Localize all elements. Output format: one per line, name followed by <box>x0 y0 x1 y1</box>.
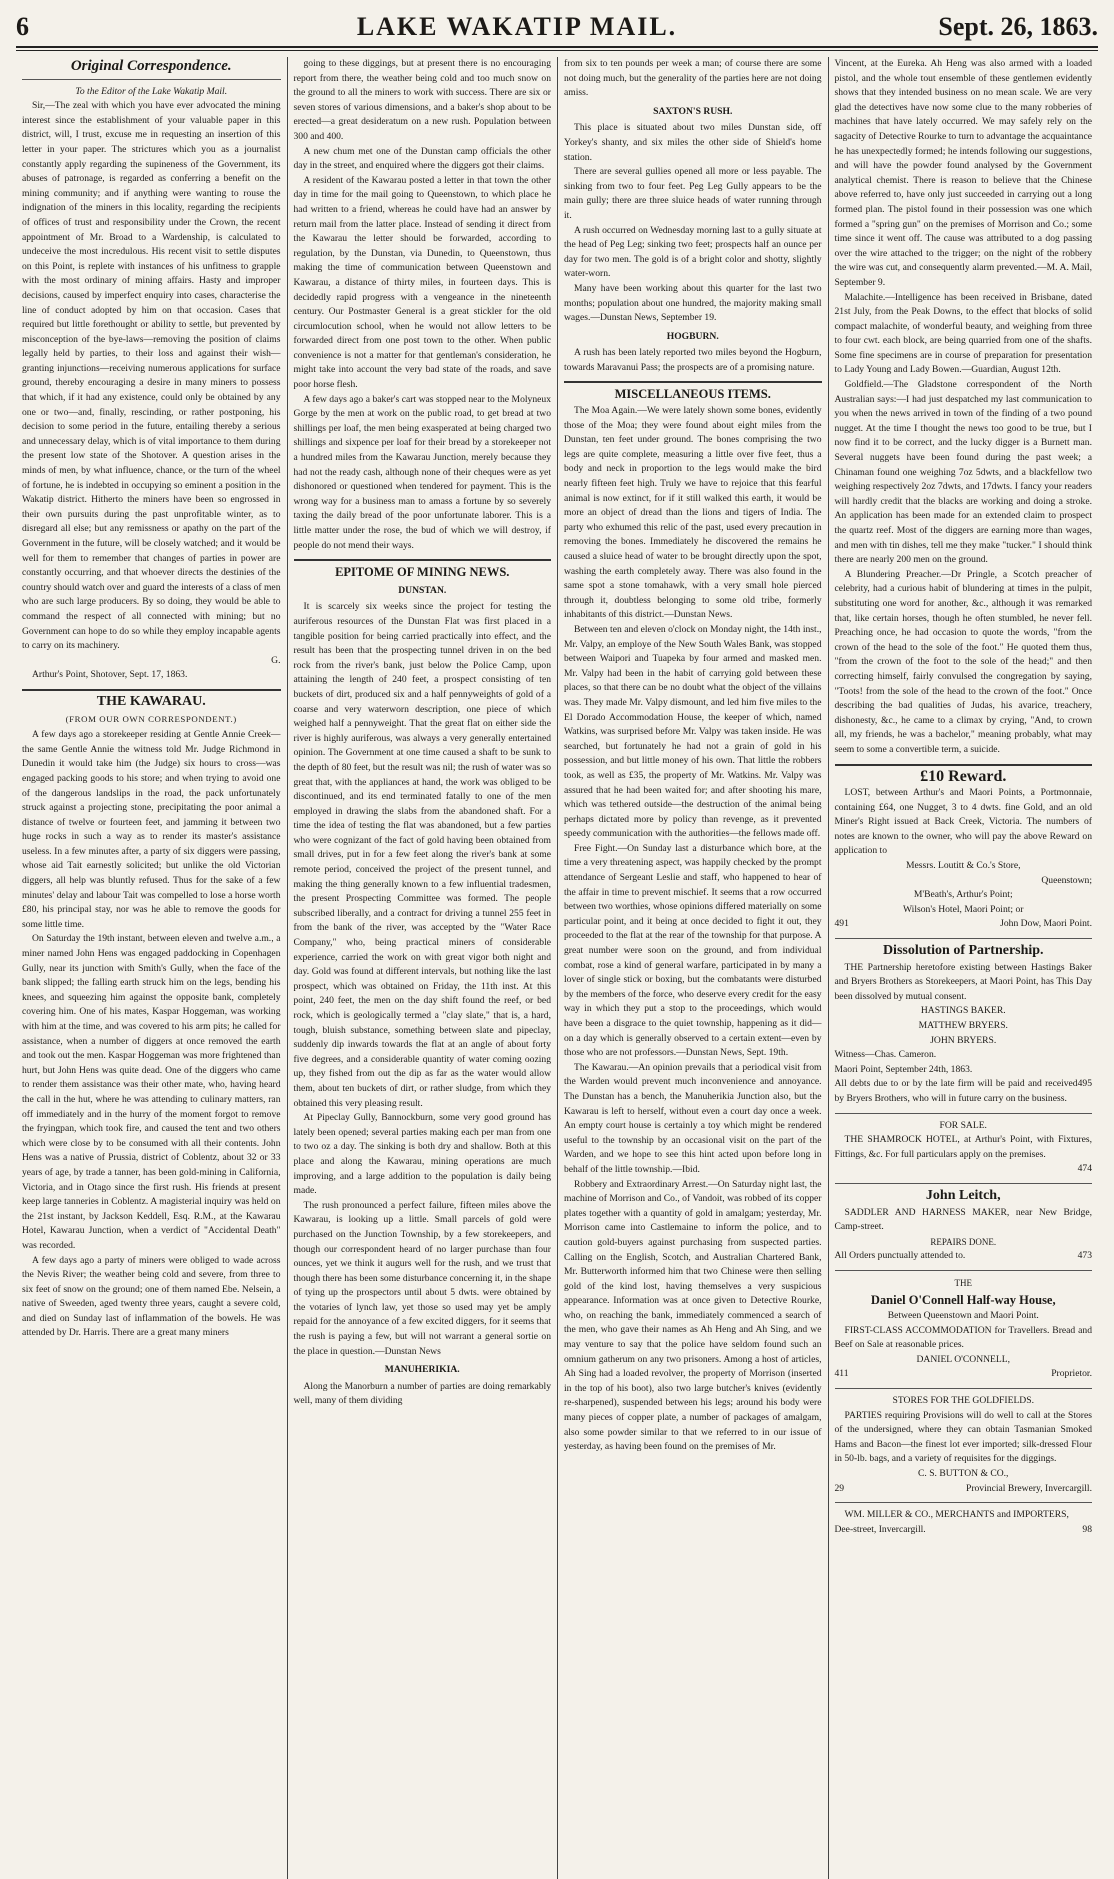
oconnell-title: Daniel O'Connell Half-way House, <box>870 1292 1056 1307</box>
letter-address: To the Editor of the Lake Wakatip Mail. <box>75 85 228 97</box>
ad-miller <box>835 1508 1093 1537</box>
dissolution-title: Dissolution of Partnership. <box>882 943 1044 959</box>
dissolution-note: All debts due to or by the late firm will be paid and received by Bryers Brothers, who will in future carry on the business. <box>834 1078 1078 1104</box>
page-number: 6 <box>16 12 29 41</box>
article-paragraph: At Pipeclay Gully, Bannockburn, some very good ground has lately been opened; several parties making each per man from one to two oz a day. The sinking is both dry and shallow. Both at this place and along the Kawarau, mining operations are much improving, and a large addition to the population is daily being made. <box>293 1112 551 1197</box>
manuherikia-heading: MANUHERIKIA. <box>384 1364 460 1376</box>
ad-stores <box>835 1394 1093 1496</box>
article-paragraph: The Kawarau.—An opinion prevails that a periodical visit from the Warden would prevent much inconvenience and annoyance. The Dunstan has a bench, the Manuherikia Junction also, but the Kawarau is left to herself, without even a court day once a week. An empty court house is certainly a toy which might be rendered useful to the township by an occasional visit on the part of the Warden, and we hope to see this hint acted upon before long in behalf of the little township.—Ibid. <box>564 1061 822 1175</box>
article-paragraph: A few days ago a party of miners were obliged to wade across the Nevis River; the weather being cold and severe, from three to six feet of snow on the ground; one of them named Ebe. Nelsein, a native of Sweeden, aged twenty three years, caught a severe cold, and died on Sunday last of inflammation of the bowels. He was attended by Dr. Harris. There are a great many miners <box>22 1254 281 1339</box>
reward-title: £10 Reward. <box>920 767 1007 785</box>
column-1 <box>16 57 287 1879</box>
oconnell-footer <box>835 1367 1093 1382</box>
divider <box>835 764 1093 766</box>
leitch-body: SADDLER AND HARNESS MAKER, near New Bridge, Camp-street. <box>834 1206 1092 1233</box>
article-paragraph: Vincent, at the Eureka. Ah Heng was also armed with a loaded pistol, and the whole tout ensemble of these gentlemen evidently shows that they intended business on no mean scale. We are very glad the detectives have now some clue to the many robberies of machines that have lately occurred. We may safely rely on the sagacity of Detective Rourke to turn to advantage the acquaintance he has unexpectedly formed; he intends following our suggestions, and will have the powder found analysed by the Government analytical chemist. There is reason to believe that the Chinese above referred to, have only just succeeded in carrying out a long formed plan. The pistol found in their possession was one which formed a "spring gun" on the premises of Morrison and Co.; some time since it went off. The cause was attributed to a dog passing over the wire attached to the trigger; on the night of the robbery the wire was cut, and consequently alarm prevented.—M. A. Mail, September 9. <box>834 58 1092 288</box>
masthead-rule <box>16 46 1098 48</box>
stores-name: C. S. BUTTON & CO., <box>918 1468 1009 1480</box>
letter-signature: G. <box>271 654 281 666</box>
partner-name: MATTHEW BRYERS. <box>918 1020 1008 1031</box>
article-paragraph: Many have been working about this quarter for the last two months; population about one hundred, the majority making small wages.—Dunstan News, September 19. <box>564 282 822 324</box>
column-2 <box>287 57 558 1879</box>
article-paragraph: Along the Manorburn a number of parties are doing remarkably well, many of them dividing <box>293 1380 551 1407</box>
reward-address: Queenstown; <box>1041 874 1092 886</box>
divider <box>835 1502 1093 1503</box>
leitch-footer <box>835 1249 1093 1264</box>
divider <box>835 1270 1093 1271</box>
article-paragraph: The Moa Again.—We were lately shown some bones, evidently those of the Moa; they were found about eight miles from the Dunstan, ten feet under ground. The bones comprising the two legs are quite complete, measuring a little over five feet, thus a body and neck in proportion to the legs would make the bird nearly fifteen feet high. Truly we have to rejoice that this fearful animal is now extinct, for if it still walked this earth, it would be more an object of dread than the lions and tigers of India. The party who exhumed this relic of the past, used every precaution in removing the bones. Immediately he discovered the remains he caused a sluice head of water to be brought directly upon the spot, washing the earth completely away. There was also found in the same spot a stone tomahawk, with a very small hole pierced through it, doubtless belonging to some old tribe, formerly inhabitants of this district.—Dunstan News. <box>564 405 822 621</box>
article-paragraph: A new chum met one of the Dunstan camp officials the other day in the street, and enquired where the diggers got their claims. <box>293 145 551 172</box>
columns <box>16 57 1098 1879</box>
article-paragraph: The rush pronounced a perfect failure, fifteen miles above the Kawarau, is looking up a little. Small parcels of gold were purchased on the Junction Township, by a few storekeepers, and though our correspondent heard of no larger purchase than four ounces, yet we think it augurs well for the rush, and we trust that though there has been some disturbance concerning it, in the shape of tying up the prospectors until about 5 dwts. were obtained by the votaries of lynch law, yet those so used may yet be amply repaid for the annoyance of a few excited diggers, for it seems that the rush is paying a few, but will not warrant a general sortie on the place in question.—Dunstan News <box>293 1199 551 1357</box>
ad-number: 491 <box>834 918 849 930</box>
ad-reward <box>834 767 1093 933</box>
divider <box>564 381 822 383</box>
miller-footer <box>835 1523 1093 1538</box>
dissolution-date: Maori Point, September 24th, 1863. <box>834 1063 973 1075</box>
dissolution-footer <box>835 1077 1093 1106</box>
epitome-heading: EPITOME OF MINING NEWS. <box>335 565 510 580</box>
reward-address: Wilson's Hotel, Maori Point; or <box>903 903 1024 915</box>
reward-address: M'Beath's, Arthur's Point; <box>913 889 1013 901</box>
ad-number: 98 <box>1082 1523 1092 1535</box>
sale-body: THE SHAMROCK HOTEL, at Arthur's Point, with Fixtures, Fittings, &c. For full particulars apply on the premises. <box>834 1134 1092 1160</box>
column-3 <box>557 57 828 1879</box>
ad-oconnell <box>835 1276 1093 1382</box>
oconnell-article: THE <box>954 1277 972 1288</box>
reward-body: LOST, between Arthur's and Maori Points, a Portmonnaie, containing £64, one Nugget, 3 to 4 dwts. fine Gold, and an old Miner's Right issued at Back Creek, Victoria. The numbers of notes are known to the owner, who will pay the above Reward on application to <box>834 787 1092 857</box>
divider <box>835 1113 1093 1114</box>
article-paragraph: On Saturday the 19th instant, between eleven and twelve a.m., a miner named John Hens was engaged paddocking in Copenhagen Gully, near its junction with Smith's Gully, when the face of the bank slipped; the falling earth struck him on the legs, bending his knees, and squeezing him against the opposite bank, completely covering him. One of his mates, Kaspar Hoggeman, was working with him at the time, and was covered to his arm pits; he called for assistance, when a number of diggers at once removed the earth and took out the men. Kaspar Hoggeman was more frightened than hurt, but John Hens was quite dead. One of the diggers who came to render them assistance was their other mate, who, having heard the call in the hut, where he was attending to culinary matters, ran off immediately and in the hurry of the moment forgot to remove the fryingpan, which took fire, and caused the tent and two others which were close by to be consumed with all their contents. John Hens was a native of Prussia, district of Coblentz, about 32 or 33 years of age, by trade a tanner, has been gold-mining in California, Victoria, and in Otago since the first rush. His friends at present keep large tanneries in Coblentz. A magisterial inquiry was held on the 21st instant, by Jackson Keddell, Esq. R.M., at the Kawarau Hotel, Kawarau Junction, when a verdict of "Accidental Death" was recorded. <box>22 933 281 1251</box>
miller-address: Dee-street, Invercargill. <box>834 1523 926 1535</box>
kawarau-heading: THE KAWARAU. <box>96 693 206 709</box>
divider <box>294 559 552 561</box>
partner-name: HASTINGS BAKER. <box>920 1005 1006 1017</box>
article-paragraph: This place is situated about two miles Dunstan side, off Yorkey's shanty, and six miles the other side of Shield's home station. <box>564 122 822 163</box>
divider <box>22 79 281 80</box>
divider <box>22 689 281 691</box>
masthead-rule-thin <box>16 50 1098 51</box>
hogburn-heading: HOGBURN. <box>666 330 719 342</box>
article-paragraph: A Blundering Preacher.—Dr Pringle, a Scotch preacher of celebrity, had a curious habit of blundering at times in the pulpit, substituting one word for another, &c., although it was remarked that, like certain horses, though he often stumbled, he never fell. Preaching once, he had occasion to quote the words, "from the crown of the head to the sole of the foot." He quoted them thus, "from the crown of the foot to the sole of the head;" and then correcting himself, fairly convulsed the congregation by saying, "Toots! from the sole of the head to the crown of the foot." Once describing the bad qualities of Judas, his avarice, treachery, dishonesty, &c., he came to a climax by crying, "And, to crown all, my friends, he was a bachelor," meaning probably, what may seem to some a convertible term, a suicide. <box>834 568 1092 755</box>
oconnell-name: DANIEL O'CONNELL, <box>916 1353 1011 1365</box>
article-paragraph: It is scarcely six weeks since the project for testing the auriferous resources of the Dunstan Flat was first placed in a tangible position for being carried practically into effect, and the result has been that the prospecting tunnel driven in on the bed rock from the river's bank, just below the Police Camp, upon attaining the length of 240 feet, a prospect consisting of ten buckets of dirt, produced six and a half pennyweights of gold of a coarse and very waterworn description, one piece of which weighed half a pennyweight. That the great flat on either side the river is highly auriferous, was always a very generally entertained opinion. The Government at one time caused a shaft to be sunk to the depth of 80 feet, but the result was nil; the rush of water was so great that, with the appliances at hand, the work was obliged to be discontinued, and its end terminated fatally to one of the men employed in drawing the slabs from the abandoned shaft. For a time the idea of testing the flat was abandoned, but a few parties who were cognizant of the fact of gold having been obtained from small drives, put in for a few feet along the river's bank at some remote period, conceived the project of the present tunnel, and making the thing generally known to a few influential tradesmen, the present Prospecting Committee was formed. The people subscribed liberally, and a contract for driving a tunnel 255 feet in from the bank of the river, was accepted by the "Water Race Company," who, being practical miners of considerable experience, carried the work on with great vigor both night and day. Gold was found at different intervals, but nothing like the last prospect, which was obtained on Friday, the 11th inst. At this point, 240 feet, the men on the day shift found the reef, or bed rock, which is geologically termed a "clay slate," that is, a hard, tough, bluish substance, something between slate and pipeclay, suddenly dip inwards towards the flat at an angle of about forty five degrees, and a considerable quantity of water coming oozing up, they fished from out the dip as far as the water would allow them, about ten buckets of dirt, or rather sludge, from which they obtained this very pleasing result. <box>293 601 551 1109</box>
article-paragraph: Robbery and Extraordinary Arrest.—On Saturday night last, the machine of Morrison and Co., of Vandoit, was robbed of its copper plates together with a quantity of gold in amalgam; yesterday, Mr. Morrison came into Castlemaine to inform the police, and to caution gold-buyers against purchasing from suspected parties. Calling on the English, Scotch, and Australian Chartered Bank, Mr. Butterworth informed him that two Chinese were then selling gold of the kind lost, having themselves a very suspicious appearance. Information was at once given to Detective Rourke, who, on reaching the bank, immediately commenced a search of the men, who gave their names as Ah Heng and Ah Sing, and we may venture to say that the police have seldom found such an omnium gatherum on any two prisoners. Among a host of articles, Ah Sing had a loaded revolver, the property of Morrison (inserted in the top of his boot), also two large butcher's knives (evidently re-sharpened), suspended between his legs; around his body were many pieces of copper plate, a number of packages of amalgam, also some powder similar to that we referred to in our issue of yesterday, as having been found on the premises of Mr. <box>564 1178 822 1453</box>
article-paragraph: Free Fight.—On Sunday last a disturbance which bore, at the time a very threatening aspect, was happily checked by the prompt attendance of Sergeant Leslie and staff, who happened to hear of the affair in time to prevent mischief. It seems that a row occurred between two worthies, whose opinions differed materially on some particular point, and it being at once decided to fight it out, they proceeded to the flat at the rear of the township for that purpose. A great number were soon on the ground, and from individual combat, rose a kind of general warfare, participated in by many a lover of single stick or boxing, but the combatants were disturbed by the members of the force, who deserve every credit for the easy way in which they put a stop to the proceedings, which would have been a disgrace to the quiet township, happening as it did—on a day which is generally observed to a certain extent—even by those who are not professors.—Dunstan News, Sept. 19th. <box>564 842 822 1059</box>
partner-name: JOHN BRYERS. <box>930 1034 997 1046</box>
saxton-heading: SAXTON'S RUSH. <box>653 105 733 117</box>
dunstan-heading: DUNSTAN. <box>398 584 447 596</box>
stores-address: Provincial Brewery, Invercargill. <box>965 1482 1092 1494</box>
reward-footer <box>835 917 1093 932</box>
article-paragraph: going to these diggings, but at present there is no encouraging report from there, the weather being cold and too much snow on the ground to all the miners to work with success. There are six or seven stores of various dimensions, and a baker's shop about to be erected—a great desideratum on a new rush. Population between 300 and 400. <box>293 58 551 142</box>
ad-number: 495 <box>1077 1078 1092 1090</box>
sale-title: FOR SALE. <box>939 1119 987 1131</box>
article-paragraph: A rush occurred on Wednesday morning last to a gully situate at the head of Peg Leg; sinking two feet; prospects half an ounce per day for two men. The gold is of a bright color and shotty, slightly water-worn. <box>564 224 822 280</box>
leitch-title: John Leitch, <box>925 1187 1001 1203</box>
article-paragraph: There are several gullies opened all more or less payable. The sinking from two to four feet. Peg Leg Gully appears to be the main gully; there are three sluice heads of water running through it. <box>564 166 822 221</box>
article-paragraph: A few days ago a storekeeper residing at Gentle Annie Creek—the same Gentle Annie the witness told Mr. Judge Richmond in Dunedin it would take him (the Judge) six hours to cross—was engaged packing goods to his store; and when trying to avoid one of the dangerous landslips in the road, the pack unfortunately struck against a projecting stone, precipitating the poor animal a distance of twelve or fourteen feet, and jamming it between two huge rocks in such a way as to render its master's assistance useless. In a few minutes after, a party of six diggers were passing, whose aid Tait earnestly solicited; but unlike the old Victorian diggers, all help was bluntly refused. Thus for the sake of a few minutes' delay and labour Tait was compelled to lose a horse worth £80, his principal stay, nor was he able to remove the goods for some little time. <box>22 729 281 930</box>
section-title-correspondence: Original Correspondence. <box>70 58 232 74</box>
oconnell-subtitle: Between Queenstown and Maori Point. <box>887 1310 1039 1322</box>
ad-number: 474 <box>1077 1163 1092 1175</box>
reward-address: John Dow, Maori Point. <box>1000 918 1092 930</box>
stores-footer <box>835 1482 1093 1497</box>
kawarau-subheading: (FROM OUR OWN CORRESPONDENT.) <box>65 713 237 724</box>
article-paragraph: Between ten and eleven o'clock on Monday night, the 14th inst., Mr. Valpy, an employe of the New South Wales Bank, was stopped between Waipori and Tuapeka by four armed and masked men. Mr. Valpy had been in the habit of carrying gold between these places, so that there can be no doubt what the object of the villains was. They made Mr. Valpy dismount, and led him five miles to the El Dorado Accommodation House, the keeper of which, named Watkins, was surprised before Mr. Valpy was taken inside. He was searched, but fortunately he had not a grain of gold in his possession, and but little money of his own. That little the robbers took, as well as £35, the property of Mr. Watkins. Mr. Valpy was assured that he had been waited for; and after shooting his mare, which was tethered outside—the destruction of the animal being perhaps dictated more by policy than revenge, as it prevented speedy communication with the authorities—the fellows made off. <box>564 623 822 840</box>
ad-leitch <box>835 1189 1093 1264</box>
article-paragraph: from six to ten pounds per week a man; of course there are some not doing much, but the generality of the parties here are not doing amiss. <box>564 58 822 99</box>
article-paragraph: Malachite.—Intelligence has been received in Brisbane, dated 21st July, from the Peak Downs, to the effect that blocks of solid compact malachite, of wonderful beauty, and weighing from three to four cwt. each block, are being quarried from one of the shafts. Some fine specimens are in course of preparation for presentation to Lady Young and Lady Bowen.—Guardian, August 12th. <box>834 291 1092 376</box>
leitch-repairs: REPAIRS DONE. <box>930 1236 997 1247</box>
leitch-note: All Orders punctually attended to. <box>834 1250 966 1262</box>
issue-date: Sept. 26, 1863. <box>938 12 1098 41</box>
ad-number: 29 <box>834 1482 845 1494</box>
article-paragraph: A rush has been lately reported two miles beyond the Hogburn, towards Maravanui Pass; the prospects are of a promising nature. <box>564 347 822 373</box>
letter-dateline: Arthur's Point, Shotover, Sept. 17, 1863. <box>32 669 188 681</box>
newspaper-title: LAKE WAKATIP MAIL. <box>356 12 678 41</box>
divider <box>835 938 1093 939</box>
ad-for-sale <box>835 1119 1093 1177</box>
miller-body: WM. MILLER & CO., MERCHANTS and IMPORTERS, <box>844 1509 1069 1521</box>
stores-title: STORES FOR THE GOLDFIELDS. <box>892 1395 1034 1407</box>
column-4 <box>828 57 1099 1879</box>
reward-address: Messrs. Loutitt & Co.'s Store, <box>906 860 1021 872</box>
dissolution-witness: Witness—Chas. Cameron. <box>834 1049 937 1061</box>
dissolution-body: THE Partnership heretofore existing between Hastings Baker and Bryers Brothers as Storekeepers, at Maori Point, has This Day been dissolved by mutual consent. <box>834 961 1092 1002</box>
letter-body: Sir,—The zeal with which you have ever advocated the mining interest since the establishment of your valuable paper in this district, will, I trust, excuse me in requesting an insertion of this letter in your paper. The strictures which you as a journalist constantly apply regarding the supineness of the Government, its abuses of patronage, is regarded as conferring a benefit on the mining community; and if anything were wanting to rouse the indignation of the miners in this locality, regarding the recipients of offices of trust and responsibility under the Crown, the recent appointment of Mr. Broad to a Wardenship, is calculated to undeceive the most incredulous. His recent visit to settle disputes on this Point, is replete with instances of his unfitness to grapple with the most ordinary of mining affairs. Hasty and improper decisions, caused by imperfect enquiry into cases, characterise the line of conduct adopted by him on that occasion. Cases that required but little forethought or ability to settle, but prevented by misconception of the bye-laws—removing the position of claims legally held by parties, to their loss and against their wish—granting injunctions—receiving numerous applications for surface ground, thereby encouraging a desire in many miners to possess that which, if it had any existence, could only be obtained by any one or two—and, finally, rescinding, or rather postponing, his decision to some period in the future, entailing thereby a serious and unnecessary delay, which is of vital importance to them during the present low state of the Shotover. A question arises in the minds of men, by what influence, chance, or the turn of the wheel of fortune, he is indebted in occupying so eminent a position in the Wakatip district. Hitherto the miners have been so engrossed in their own pursuits during the past unprofitable winter, as to disregard all else; but any remissness or apathy on the part of the Government in the future, will be closely watched; and it would be well for them to remember that changes of parties in power are constantly occurring, and that whoever directs the destinies of the country should watch over and guard the interests of a class of men who are such large producers. By so doing, they would be able to command the respect of all connected with mining; but no Government can hope to do so while they employ incapable agents to carry on its machinery. <box>22 100 281 652</box>
article-paragraph: A resident of the Kawarau posted a letter in that town the other day in time for the mail going to Queenstown, to which place he had written to a friend, whereas he could have had an answer by return mail from the latter place. Instead of sending it direct from the Kawarau the letter should be forwarded, according to regulation, by the Dunstan, via Dunedin, to Queenstown, thus making the time of communication between Queenstown and Kawarau, a distance of thirty miles, in fourteen days. This is decidedly rapid progress with a vengeance in the nineteenth century. Our Postmaster General is a great stickler for the old circumlocution school, when he would not allow letters to be forwarded direct from one post town to the other. When public convenience is not a matter for that gentleman's consideration, he might take into account the very bad state of the roads, and save poor horse flesh. <box>293 174 551 391</box>
article-paragraph: Goldfield.—The Gladstone correspondent of the North Australian says:—I had just despatched my last communication to you when the news arrived in town of the finding of a two pound nugget. At the time I thought the news too good to be true, but I now find it to be correct, and the lucky digger is a Burnett man. Several nuggets have been found during the past week; a Chinaman found one weighing 7oz 5dwts, and a blackfellow two weighing respectively 2oz 7dwts, and 17dwts. I fancy your readers will hardly credit that the blacks are working and doing a stroke. An application has been made for an extended claim to prospect the quartz reef. Most of the diggers are earning more than wages, and men with tin dishes, tell me they make "tucker." I should think there are nearly 200 men on the ground. <box>834 379 1092 566</box>
misc-heading: MISCELLANEOUS ITEMS. <box>614 387 771 402</box>
ad-number: 411 <box>834 1368 849 1380</box>
ad-number: 473 <box>1077 1250 1092 1262</box>
divider <box>835 1388 1093 1389</box>
masthead <box>16 8 1098 42</box>
stores-body: PARTIES requiring Provisions will do well to call at the Stores of the undersigned, where they can obtain Tasmanian Smoked Hams and Bacon—the finest lot ever imported; silk-dressed Flour in 50-lb. bags, and a variety of requisites for the diggings. <box>834 1409 1092 1465</box>
divider <box>835 1183 1093 1184</box>
ad-dissolution <box>835 944 1093 1107</box>
article-paragraph: A few days ago a baker's cart was stopped near to the Molyneux Gorge by the men at work on the public road, to get bread at two shillings per loaf, the men being exasperated at being charged two shillings and sixpence per loaf for their bread by a storekeeper not a hundred miles from the Kawarau Junction, merely because they had not the ready cash, although none of their cheques were as yet dishonored or questioned when tendered for payment. This is the wrong way for a business man to amass a fortune by so severely taxing the daily bread of the poor unfortunate laborer. This is a little matter under the rose, the bud of which we will destroy, if people do not mend their ways. <box>293 393 551 551</box>
oconnell-proprietor: Proprietor. <box>1051 1368 1092 1380</box>
oconnell-body: FIRST-CLASS ACCOMMODATION for Travellers. Bread and Beef on Sale at reasonable prices. <box>834 1324 1092 1351</box>
